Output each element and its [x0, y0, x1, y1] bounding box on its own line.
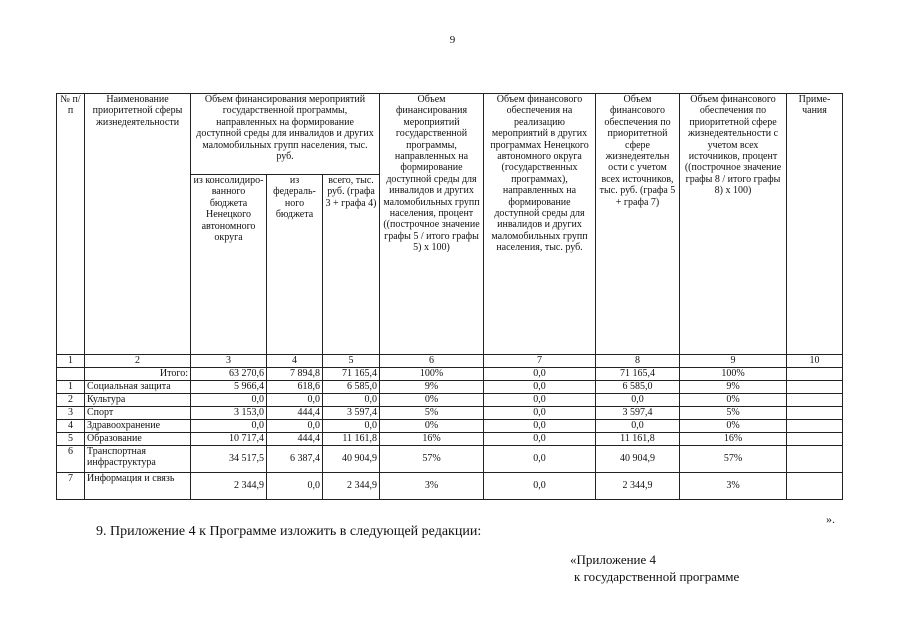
- cell-c7: 0,0: [484, 420, 596, 433]
- cell-c10: [787, 368, 843, 381]
- cell-c7: 0,0: [484, 433, 596, 446]
- cell-c3: 34 517,5: [191, 446, 267, 473]
- cell-c9: 5%: [680, 407, 787, 420]
- cell-c6: 5%: [380, 407, 484, 420]
- cell-c5: 2 344,9: [323, 473, 380, 500]
- cell-c8: 3 597,4: [596, 407, 680, 420]
- cell-c5: 71 165,4: [323, 368, 380, 381]
- amendment-instruction: 9. Приложение 4 к Программе изложить в следующей редакции:: [96, 524, 482, 539]
- cell-name: Социальная защита: [85, 381, 191, 394]
- cell-c9: 3%: [680, 473, 787, 500]
- column-number: 6: [380, 355, 484, 368]
- cell-c8: 2 344,9: [596, 473, 680, 500]
- cell-c6: 16%: [380, 433, 484, 446]
- cell-c4: 0,0: [267, 394, 323, 407]
- cell-c6: 100%: [380, 368, 484, 381]
- cell-c3: 5 966,4: [191, 381, 267, 394]
- cell-c7: 0,0: [484, 394, 596, 407]
- cell-name: Информация и связь: [85, 473, 191, 500]
- cell-c7: 0,0: [484, 446, 596, 473]
- cell-c10: [787, 381, 843, 394]
- cell-name: Образование: [85, 433, 191, 446]
- cell-c6: 57%: [380, 446, 484, 473]
- header-sphere: Наименование приоритетной сферы жизнедеятельности: [85, 94, 191, 355]
- cell-c9: 57%: [680, 446, 787, 473]
- cell-c8: 11 161,8: [596, 433, 680, 446]
- table-row: [57, 446, 843, 473]
- cell-c3: 3 153,0: [191, 407, 267, 420]
- cell-c10: [787, 394, 843, 407]
- cell-c5: 40 904,9: [323, 446, 380, 473]
- table-row-total: [57, 368, 843, 381]
- cell-name: Культура: [85, 394, 191, 407]
- column-number: 5: [323, 355, 380, 368]
- column-number: 7: [484, 355, 596, 368]
- table-row: [57, 407, 843, 420]
- cell-c5: 0,0: [323, 394, 380, 407]
- cell-c4: 7 894,8: [267, 368, 323, 381]
- cell-num: 1: [57, 381, 85, 394]
- header-share-program: Объем финансирования мероприятий государственной программы, направленных на формирование доступной среды для инвалидов и других маломобильных групп населения, процент ((построчное значение графы 5 / итого графы 5) х 100): [380, 94, 484, 355]
- cell-name: Здравоохранение: [85, 420, 191, 433]
- page-number: 9: [449, 34, 456, 46]
- cell-c8: 40 904,9: [596, 446, 680, 473]
- cell-c4: 444,4: [267, 433, 323, 446]
- cell-c3: 0,0: [191, 420, 267, 433]
- cell-c6: 0%: [380, 394, 484, 407]
- cell-c10: [787, 420, 843, 433]
- cell-c9: 0%: [680, 420, 787, 433]
- table-row: [57, 381, 843, 394]
- cell-c10: [787, 407, 843, 420]
- cell-c3: 10 717,4: [191, 433, 267, 446]
- cell-c8: 0,0: [596, 420, 680, 433]
- cell-c5: 0,0: [323, 420, 380, 433]
- column-number: 9: [680, 355, 787, 368]
- table-row: [57, 420, 843, 433]
- header-priority-total: Объем финансового обеспечения по приоритетной сфере жизнедеятельн ости с учетом всех источников, тыс. руб. (графа 5 + графа 7): [596, 94, 680, 355]
- cell-c5: 6 585,0: [323, 381, 380, 394]
- cell-num: 3: [57, 407, 85, 420]
- cell-c9: 0%: [680, 394, 787, 407]
- header-funding-group: Объем финансирования мероприятий государственной программы, направленных на формирование доступной среды для инвалидов и других маломобильных групп населения, тыс. руб.: [191, 94, 380, 175]
- column-number-row: [57, 355, 843, 368]
- cell-name: Итого:: [85, 368, 191, 381]
- financing-table: [56, 93, 843, 500]
- cell-c6: 0%: [380, 420, 484, 433]
- cell-c4: 0,0: [267, 420, 323, 433]
- cell-num: 5: [57, 433, 85, 446]
- cell-c9: 16%: [680, 433, 787, 446]
- header-total: всего, тыс. руб. (графа 3 + графа 4): [323, 175, 380, 355]
- table-row: [57, 473, 843, 500]
- cell-c7: 0,0: [484, 368, 596, 381]
- cell-c9: 9%: [680, 381, 787, 394]
- header-row: [57, 94, 843, 175]
- cell-c10: [787, 433, 843, 446]
- cell-c4: 0,0: [267, 473, 323, 500]
- cell-num: 7: [57, 473, 85, 500]
- header-consolidated-budget: из консолидиро-ванного бюджета Ненецкого автономного округа: [191, 175, 267, 355]
- cell-c4: 6 387,4: [267, 446, 323, 473]
- cell-num: 4: [57, 420, 85, 433]
- table-row: [57, 394, 843, 407]
- cell-c10: [787, 473, 843, 500]
- column-number: 10: [787, 355, 843, 368]
- header-priority-share: Объем финансового обеспечения по приоритетной сфере жизнедеятельности с учетом всех источников, процент ((построчное значение графы 8 / итого графы 8) х 100): [680, 94, 787, 355]
- column-number: 4: [267, 355, 323, 368]
- cell-c9: 100%: [680, 368, 787, 381]
- cell-c8: 6 585,0: [596, 381, 680, 394]
- column-number: 2: [85, 355, 191, 368]
- cell-c7: 0,0: [484, 381, 596, 394]
- header-federal-budget: из федераль-ного бюджета: [267, 175, 323, 355]
- cell-c4: 618,6: [267, 381, 323, 394]
- cell-c5: 3 597,4: [323, 407, 380, 420]
- column-number: 8: [596, 355, 680, 368]
- header-notes: Приме-чания: [787, 94, 843, 355]
- cell-c3: 63 270,6: [191, 368, 267, 381]
- header-other-programs: Объем финансового обеспечения на реализацию мероприятий в других программах Ненецкого автономного округа (государственных программах), направленных на формирование доступной среды для инвалидов и других маломобильных групп населения, тыс. руб.: [484, 94, 596, 355]
- cell-c3: 2 344,9: [191, 473, 267, 500]
- cell-num: 6: [57, 446, 85, 473]
- cell-c3: 0,0: [191, 394, 267, 407]
- appendix-subtitle: к государственной программе: [574, 569, 740, 584]
- cell-c6: 9%: [380, 381, 484, 394]
- column-number: 3: [191, 355, 267, 368]
- cell-c6: 3%: [380, 473, 484, 500]
- cell-num: [57, 368, 85, 381]
- column-number: 1: [57, 355, 85, 368]
- cell-name: Спорт: [85, 407, 191, 420]
- cell-c8: 71 165,4: [596, 368, 680, 381]
- cell-c4: 444,4: [267, 407, 323, 420]
- cell-c7: 0,0: [484, 407, 596, 420]
- closing-quote-mark: ».: [826, 512, 835, 526]
- cell-name: Транспортная инфраструктура: [85, 446, 191, 473]
- appendix-title: «Приложение 4: [570, 552, 657, 567]
- cell-c5: 11 161,8: [323, 433, 380, 446]
- table-row: [57, 433, 843, 446]
- header-num: № п/п: [57, 94, 85, 355]
- cell-c10: [787, 446, 843, 473]
- cell-c7: 0,0: [484, 473, 596, 500]
- cell-num: 2: [57, 394, 85, 407]
- cell-c8: 0,0: [596, 394, 680, 407]
